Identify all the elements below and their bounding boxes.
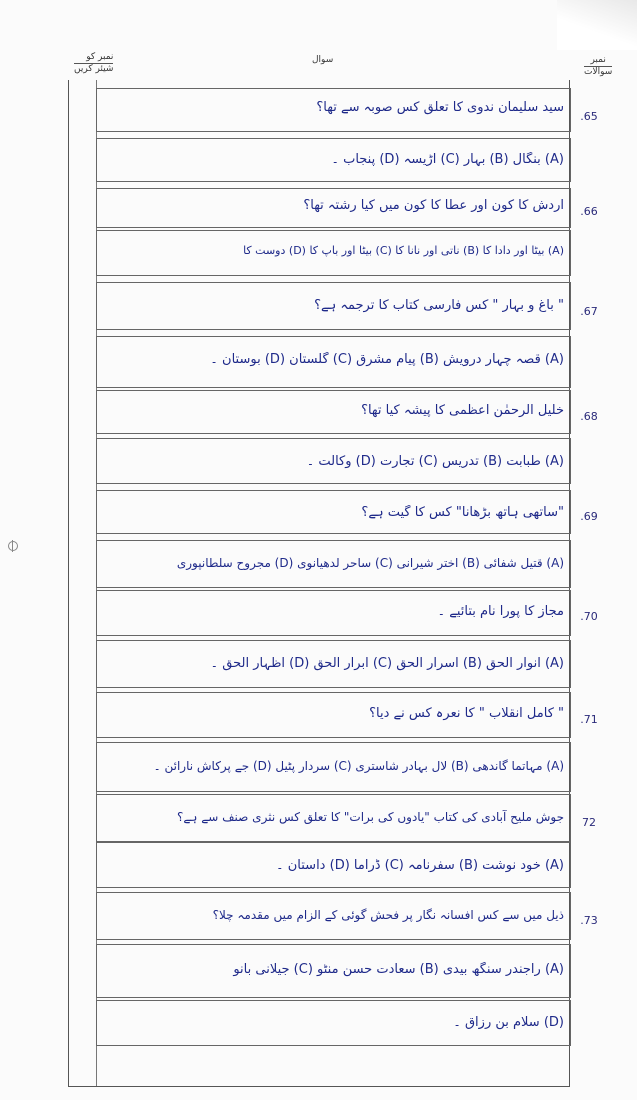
options-text: (D) سلام بن رزاق ۔ bbox=[453, 1015, 564, 1030]
question-number: .73 bbox=[580, 914, 598, 927]
header-left-top: نمبر کو bbox=[74, 52, 113, 64]
options-text: (A) بیٹا اور دادا کا (B) ناتی اور نانا کا (C) بیٹا اور باپ کا (D) دوست کا bbox=[243, 244, 564, 257]
header-right-bottom: سوالات bbox=[584, 67, 613, 77]
question-number: .66 bbox=[580, 205, 598, 218]
question-number: .69 bbox=[580, 510, 598, 523]
question-text: جوش ملیح آبادی کی کتاب "یادوں کی برات" کا تعلق کس نثری صنف سے ہے؟ bbox=[176, 810, 564, 824]
page-fold bbox=[557, 0, 637, 50]
options-text: (A) طبابت (B) تدریس (C) تجارت (D) وکالت ۔ bbox=[306, 454, 564, 469]
options-text: (A) قصہ چہار درویش (B) پیام مشرق (C) گلستان (D) بوستان ۔ bbox=[210, 352, 564, 367]
question-text: "ساتھی ہاتھ بڑھانا" کس کا گیت ہے؟ bbox=[361, 505, 564, 520]
question-number: .70 bbox=[580, 610, 598, 623]
question-text: اردشِ کا کون اور عطا کا کون میں کیا رشتہ تھا؟ bbox=[303, 198, 564, 213]
question-number: .68 bbox=[580, 410, 598, 423]
options-text: (A) راجندر سنگھ بیدی (B) سعادت حسن منٹو (C) جیلانی بانو bbox=[233, 962, 564, 977]
question-number: .71 bbox=[580, 713, 598, 726]
options-text: (A) قتیل شفائی (B) اختر شیرانی (C) ساحر لدھیانوی (D) مجروح سلطانپوری bbox=[176, 556, 564, 570]
question-text: " باغ و بہار " کس فارسی کتاب کا ترجمہ ہے؟ bbox=[314, 298, 564, 313]
punch-hole-icon bbox=[8, 541, 18, 551]
header-left bbox=[74, 52, 113, 75]
question-text: سید سلیمان ندوی کا تعلق کس صوبہ سے تھا؟ bbox=[316, 100, 564, 115]
question-text: مجاز کا پورا نام بتائیے ۔ bbox=[437, 604, 564, 619]
options-text: (A) خود نوشت (B) سفرنامہ (C) ڈراما (D) داستان ۔ bbox=[276, 858, 564, 873]
header-left-bottom: شیئر کریں bbox=[74, 64, 114, 74]
options-text: (A) بنگال (B) بہار (C) اڑیسہ (D) پنجاب ۔ bbox=[331, 152, 564, 167]
question-number: .65 bbox=[580, 110, 598, 123]
question-text: " کامل انقلاب " کا نعرہ کس نے دیا؟ bbox=[369, 706, 564, 721]
header-right-top: نمبر bbox=[584, 55, 612, 67]
options-text: (A) انوار الحق (B) اسرار الحق (C) ابرار الحق (D) اظہار الحق ۔ bbox=[210, 656, 564, 671]
header-middle: سوال bbox=[312, 55, 334, 65]
question-number: .67 bbox=[580, 305, 598, 318]
question-number: 72 bbox=[582, 816, 596, 829]
marks-column bbox=[68, 80, 97, 1086]
question-text: ذیل میں سے کس افسانہ نگار پر فحش گوئی کے الزام میں مقدمہ چلا؟ bbox=[212, 908, 564, 922]
header-right bbox=[584, 55, 612, 78]
question-text: خلیل الرحمٰن اعظمی کا پیشہ کیا تھا؟ bbox=[361, 403, 564, 418]
options-text: (A) مہاتما گاندھی (B) لال بہادر شاستری (C) سردار پٹیل (D) جے پرکاش نارائن ۔ bbox=[153, 759, 564, 773]
